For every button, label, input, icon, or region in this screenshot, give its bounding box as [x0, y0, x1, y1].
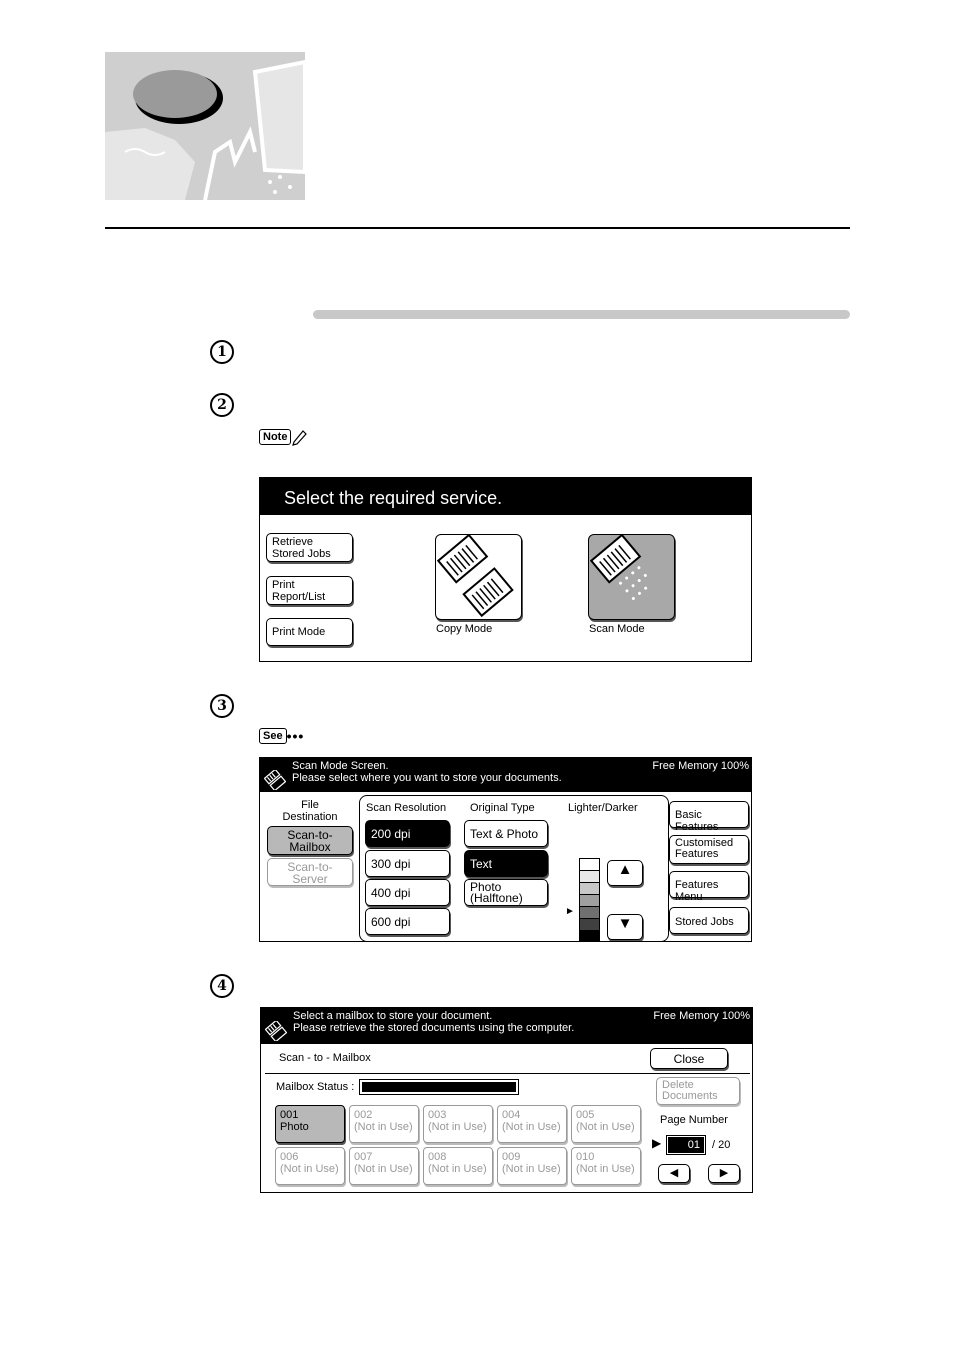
scan-screen-header	[260, 758, 752, 792]
chapter-illustration	[105, 52, 305, 200]
scan-to-server-button[interactable]: Scan-to- Server	[267, 858, 353, 886]
file-destination-label: File Destination	[282, 799, 338, 823]
free-memory-indicator: Free Memory 100%	[652, 760, 749, 772]
note-tag: Note	[259, 429, 291, 445]
mailbox-number: 009	[502, 1151, 521, 1163]
step-4-marker: 4	[210, 974, 234, 998]
resolution-200dpi-button[interactable]: 200 dpi	[365, 820, 450, 847]
lighter-darker-label: Lighter/Darker	[568, 802, 638, 814]
lighter-up-button[interactable]	[607, 860, 643, 886]
density-level-pointer: ►	[565, 906, 575, 917]
density-step	[580, 859, 599, 871]
mailbox-name: (Not in Use)	[428, 1121, 487, 1133]
see-marker	[259, 728, 304, 744]
mailbox-status-fill	[362, 1082, 516, 1092]
mailbox-status-label: Mailbox Status :	[276, 1081, 355, 1093]
mailbox-name: (Not in Use)	[354, 1121, 413, 1133]
resolution-300dpi-button[interactable]: 300 dpi	[365, 850, 450, 877]
density-step	[580, 871, 599, 883]
print-report-list-button[interactable]: Print Report/List	[266, 576, 353, 605]
see-tag: See	[259, 728, 287, 744]
mailbox-number: 002	[354, 1109, 373, 1121]
next-page-button[interactable]	[708, 1164, 740, 1183]
mailbox-number: 007	[354, 1151, 373, 1163]
header-rule	[105, 227, 850, 229]
mailbox-number: 001	[280, 1109, 299, 1121]
free-memory-indicator: Free Memory 100%	[653, 1010, 750, 1022]
scan-screen-message-2: Please select where you want to store your documents.	[292, 772, 562, 784]
page-number-label: Page Number	[660, 1114, 728, 1126]
scan-mode-icon	[589, 535, 674, 619]
retrieve-stored-jobs-button[interactable]: Retrieve Stored Jobs	[266, 533, 353, 562]
mailbox-folder[interactable]	[571, 1147, 641, 1185]
stored-jobs-button[interactable]: Stored Jobs	[669, 907, 749, 934]
page-pointer-icon: ▶	[652, 1136, 662, 1150]
scan-screen-message-1: Scan Mode Screen.	[292, 760, 389, 772]
up-arrow-icon: ▲	[617, 861, 633, 878]
scan-to-mailbox-screen	[260, 1007, 753, 1193]
mailbox-name: Photo	[280, 1121, 309, 1133]
mailbox-number: 004	[502, 1109, 521, 1121]
mailbox-folder[interactable]	[571, 1105, 641, 1143]
step-2-marker: 2	[210, 393, 234, 417]
mailbox-screen-message-1: Select a mailbox to store your document.	[293, 1010, 493, 1022]
mailbox-name: (Not in Use)	[280, 1163, 339, 1175]
pencil-icon	[291, 428, 309, 446]
features-menu-button[interactable]: Features Menu	[669, 871, 749, 898]
mailbox-folder[interactable]	[349, 1105, 419, 1143]
close-button[interactable]: Close	[650, 1048, 728, 1069]
down-arrow-icon: ▼	[617, 915, 633, 932]
darker-down-button[interactable]	[607, 914, 643, 940]
mailbox-number: 005	[576, 1109, 595, 1121]
divider	[265, 1073, 750, 1074]
mailbox-folder[interactable]	[275, 1147, 345, 1185]
mailbox-screen-message-2: Please retrieve the stored documents using the computer.	[293, 1022, 575, 1034]
customised-features-button[interactable]: Customised Features	[669, 835, 749, 864]
previous-page-button[interactable]	[658, 1164, 690, 1183]
mailbox-folder[interactable]	[423, 1147, 493, 1185]
mailbox-number: 006	[280, 1151, 299, 1163]
mailbox-name: (Not in Use)	[354, 1163, 413, 1175]
scanner-icon	[265, 1021, 287, 1041]
page-total: / 20	[712, 1139, 731, 1151]
left-arrow-icon: ◀	[669, 1167, 679, 1179]
resolution-600dpi-button[interactable]: 600 dpi	[365, 908, 450, 935]
resolution-400dpi-button[interactable]: 400 dpi	[365, 879, 450, 906]
scan-resolution-label: Scan Resolution	[366, 802, 447, 814]
copy-mode-label: Copy Mode	[436, 623, 493, 635]
original-type-label: Original Type	[470, 802, 535, 814]
mailbox-folder[interactable]	[497, 1147, 567, 1185]
mailbox-folder[interactable]	[497, 1105, 567, 1143]
note-marker	[259, 428, 309, 446]
density-step	[580, 931, 599, 942]
mailbox-name: (Not in Use)	[502, 1163, 561, 1175]
scan-mode-label: Scan Mode	[589, 623, 645, 635]
copy-mode-button[interactable]	[435, 534, 522, 620]
scan-mode-button[interactable]	[588, 534, 675, 620]
density-step	[580, 883, 599, 895]
scan-settings-panel	[359, 795, 669, 942]
mailbox-screen-title: Scan - to - Mailbox	[279, 1052, 371, 1064]
mailbox-folder[interactable]	[275, 1105, 345, 1143]
text-and-photo-button[interactable]: Text & Photo	[464, 820, 548, 847]
density-scale	[579, 858, 600, 942]
right-arrow-icon: ▶	[719, 1167, 729, 1179]
mailbox-screen-header	[261, 1008, 753, 1044]
copy-mode-icon	[436, 535, 521, 619]
mailbox-number: 003	[428, 1109, 447, 1121]
section-bar	[313, 310, 850, 319]
page-number-field[interactable]: 01	[668, 1137, 704, 1153]
density-step	[580, 895, 599, 907]
step-3-marker: 3	[210, 694, 234, 718]
delete-documents-button[interactable]: Delete Documents	[656, 1077, 740, 1105]
service-screen-title: Select the required service.	[260, 478, 751, 515]
print-mode-button[interactable]: Print Mode	[266, 618, 353, 646]
basic-features-button[interactable]: Basic Features	[669, 801, 749, 828]
mailbox-status-bar	[359, 1079, 519, 1095]
mailbox-number: 008	[428, 1151, 447, 1163]
mailbox-name: (Not in Use)	[502, 1121, 561, 1133]
text-button[interactable]: Text	[464, 850, 548, 877]
photo-halftone-button[interactable]: Photo (Halftone)	[464, 879, 548, 906]
mailbox-folder[interactable]	[349, 1147, 419, 1185]
dots-icon: •••	[286, 728, 305, 744]
scan-to-mailbox-button[interactable]: Scan-to- Mailbox	[267, 826, 353, 855]
mailbox-number: 010	[576, 1151, 595, 1163]
mailbox-folder[interactable]	[423, 1105, 493, 1143]
density-step	[580, 907, 599, 919]
density-step	[580, 919, 599, 931]
scan-mode-screen	[259, 757, 752, 942]
mailbox-name: (Not in Use)	[576, 1121, 635, 1133]
step-1-marker: 1	[210, 340, 234, 364]
scanner-icon	[264, 770, 286, 790]
mailbox-name: (Not in Use)	[576, 1163, 635, 1175]
mailbox-name: (Not in Use)	[428, 1163, 487, 1175]
service-selection-screen	[259, 477, 752, 662]
